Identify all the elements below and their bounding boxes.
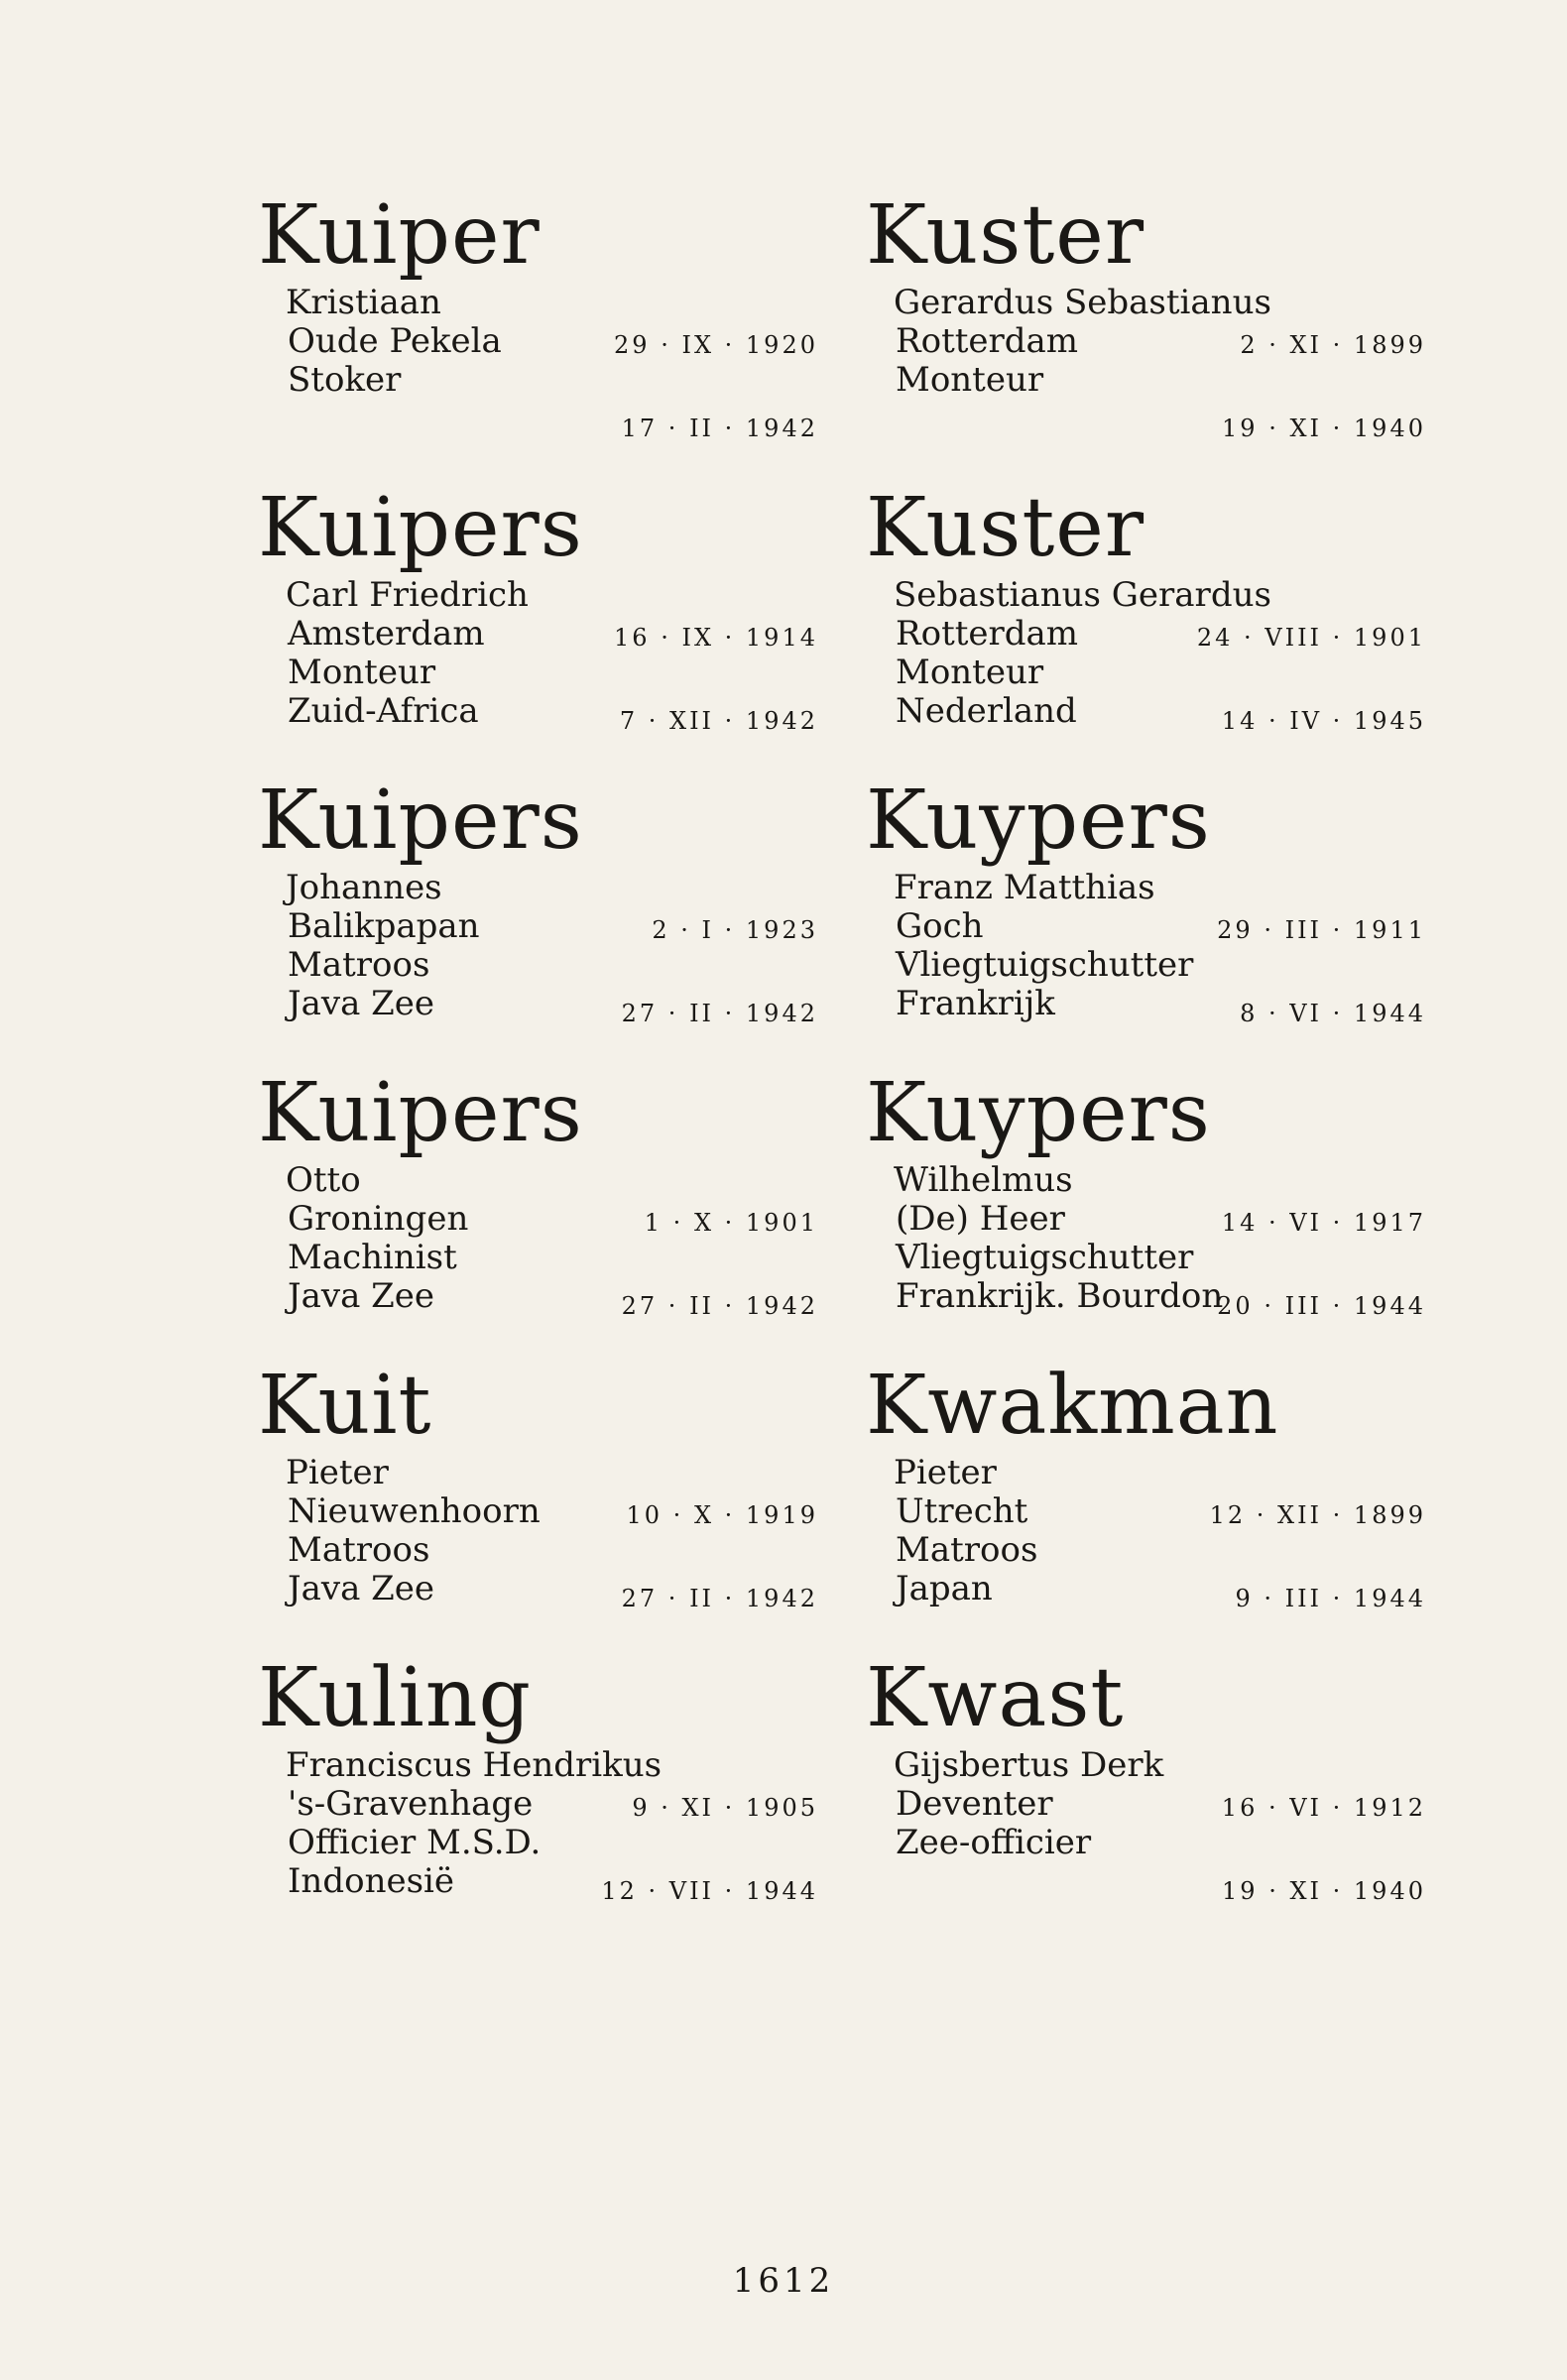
entry-death-place: Frankrijk. Bourdon <box>896 1276 1224 1316</box>
entry-death-place: Japan <box>896 1569 993 1608</box>
page-number: 1612 <box>732 2261 835 2301</box>
entry-death-place: Java Zee <box>288 1276 435 1316</box>
register-entry <box>866 1359 1426 1651</box>
entry-birth-line <box>258 907 818 946</box>
entry-death-line <box>866 984 1426 1027</box>
entry-occupation: Zee-officier <box>896 1823 1092 1862</box>
entry-surname: Kuster <box>866 481 1145 575</box>
entry-given-names: Franciscus Hendrikus <box>286 1745 663 1785</box>
entry-given-names: Johannes <box>286 868 442 907</box>
entry-birthplace: Balikpapan <box>288 906 480 946</box>
entry-birth-date: 24 · VIII · 1901 <box>1196 624 1426 652</box>
entry-occupation: Monteur <box>896 653 1044 692</box>
entry-birth-date: 16 · IX · 1914 <box>614 624 818 652</box>
entry-occupation: Stoker <box>288 360 402 400</box>
entry-birth-line <box>866 1492 1426 1531</box>
entry-surname: Kuling <box>258 1651 533 1745</box>
entry-death-line <box>258 984 818 1027</box>
entry-given-names: Pieter <box>894 1453 997 1492</box>
entry-death-date: 20 · III · 1944 <box>1217 1292 1426 1320</box>
entry-surname: Kuster <box>866 188 1145 283</box>
entry-birthplace: Utrecht <box>896 1491 1028 1531</box>
entry-occupation: Vliegtuigschutter <box>896 945 1194 985</box>
entry-given-names: Carl Friedrich <box>286 575 529 615</box>
entry-death-line <box>866 1862 1426 1905</box>
entry-death-line <box>866 1569 1426 1612</box>
entry-death-date: 9 · III · 1944 <box>1235 1585 1426 1612</box>
entry-birth-line <box>258 1200 818 1239</box>
entry-birth-line <box>258 322 818 361</box>
entry-birth-line <box>866 322 1426 361</box>
entry-surname: Kuit <box>258 1359 432 1453</box>
entry-birth-date: 9 · XI · 1905 <box>632 1794 818 1822</box>
entry-given-names: Gijsbertus Derk <box>894 1745 1164 1785</box>
entry-birthplace: Amsterdam <box>288 614 485 654</box>
register-entry <box>866 188 1426 481</box>
register-entry <box>866 774 1426 1066</box>
entry-given-names: Otto <box>286 1160 361 1200</box>
entry-occupation: Machinist <box>288 1238 457 1277</box>
register-entry <box>258 774 818 1066</box>
entry-death-line <box>258 400 818 442</box>
entry-death-line <box>258 1861 818 1905</box>
entry-death-line <box>866 1276 1426 1320</box>
entry-death-date: 27 · II · 1942 <box>621 1292 818 1320</box>
entry-surname: Kuypers <box>866 1066 1211 1160</box>
entry-birth-line <box>258 1785 818 1824</box>
entry-death-place: Java Zee <box>288 1569 435 1608</box>
register-entry <box>258 1066 818 1359</box>
entry-birth-date: 29 · III · 1911 <box>1217 916 1426 944</box>
entry-birth-line <box>866 1785 1426 1824</box>
entry-surname: Kwakman <box>866 1359 1279 1453</box>
entry-surname: Kwast <box>866 1651 1125 1745</box>
register-entry <box>258 481 818 774</box>
entry-birth-date: 10 · X · 1919 <box>626 1501 818 1529</box>
entry-given-names: Kristiaan <box>286 283 441 322</box>
entry-birth-date: 12 · XII · 1899 <box>1209 1501 1426 1529</box>
entry-birth-line <box>866 615 1426 654</box>
entry-death-date: 19 · XI · 1940 <box>1222 415 1426 442</box>
entry-given-names: Pieter <box>286 1453 389 1492</box>
entry-occupation: Monteur <box>288 653 436 692</box>
entry-given-names: Gerardus Sebastianus <box>894 283 1271 322</box>
entry-death-date: 14 · IV · 1945 <box>1221 707 1426 735</box>
entry-birth-line <box>258 1492 818 1531</box>
entry-surname: Kuiper <box>258 188 541 283</box>
entry-birth-date: 16 · VI · 1912 <box>1221 1794 1426 1822</box>
entry-birthplace: Deventer <box>896 1784 1053 1824</box>
entry-death-date: 7 · XII · 1942 <box>619 707 818 735</box>
entry-birth-line <box>866 907 1426 946</box>
entry-occupation: Vliegtuigschutter <box>896 1238 1194 1277</box>
entry-death-place: Indonesië <box>288 1861 455 1901</box>
entry-surname: Kuipers <box>258 481 583 575</box>
entry-birthplace: Rotterdam <box>896 614 1079 654</box>
register-entry <box>866 1066 1426 1359</box>
register-entry <box>258 1359 818 1651</box>
entry-birthplace: Oude Pekela <box>288 321 502 361</box>
entry-birth-date: 29 · IX · 1920 <box>614 331 818 359</box>
left-column <box>258 188 818 1944</box>
entry-given-names: Sebastianus Gerardus <box>894 575 1271 615</box>
right-column <box>866 188 1426 1944</box>
entry-given-names: Franz Matthias <box>894 868 1155 907</box>
entry-death-place: Zuid-Africa <box>288 691 479 731</box>
entry-birth-line <box>866 1200 1426 1239</box>
entry-death-date: 27 · II · 1942 <box>621 1000 818 1027</box>
entry-surname: Kuypers <box>866 774 1211 868</box>
entry-death-place: Java Zee <box>288 984 435 1023</box>
entry-occupation: Matroos <box>288 1530 430 1570</box>
entry-death-date: 8 · VI · 1944 <box>1240 1000 1426 1027</box>
entry-death-line <box>258 691 818 735</box>
entry-occupation: Matroos <box>896 1530 1038 1570</box>
register-entry <box>258 1651 818 1944</box>
entry-birth-date: 2 · I · 1923 <box>652 916 818 944</box>
entry-birthplace: Rotterdam <box>896 321 1079 361</box>
entry-occupation: Officier M.S.D. <box>288 1823 542 1862</box>
register-entry <box>258 188 818 481</box>
entry-death-place: Nederland <box>896 691 1077 731</box>
entry-death-place: Frankrijk <box>896 984 1055 1023</box>
entry-birth-date: 14 · VI · 1917 <box>1221 1209 1426 1237</box>
entry-birthplace: 's-Gravenhage <box>288 1784 534 1824</box>
entry-surname: Kuipers <box>258 774 583 868</box>
entry-occupation: Matroos <box>288 945 430 985</box>
entry-given-names: Wilhelmus <box>894 1160 1073 1200</box>
entry-birthplace: Goch <box>896 906 984 946</box>
register-entry <box>866 1651 1426 1944</box>
entry-death-line <box>866 691 1426 735</box>
register-entry <box>866 481 1426 774</box>
entry-death-line <box>258 1276 818 1320</box>
entry-birthplace: Nieuwenhoorn <box>288 1491 541 1531</box>
entry-death-line <box>866 400 1426 442</box>
entry-birthplace: (De) Heer <box>896 1199 1065 1239</box>
entry-occupation: Monteur <box>896 360 1044 400</box>
entry-birth-date: 2 · XI · 1899 <box>1240 331 1426 359</box>
entry-birth-line <box>258 615 818 654</box>
entry-birth-date: 1 · X · 1901 <box>644 1209 818 1237</box>
entry-death-date: 19 · XI · 1940 <box>1222 1877 1426 1905</box>
entry-birthplace: Groningen <box>288 1199 469 1239</box>
entry-death-date: 12 · VII · 1944 <box>601 1877 818 1905</box>
entry-death-date: 27 · II · 1942 <box>621 1585 818 1612</box>
entry-death-line <box>258 1569 818 1612</box>
entry-surname: Kuipers <box>258 1066 583 1160</box>
entry-death-date: 17 · II · 1942 <box>621 415 818 442</box>
